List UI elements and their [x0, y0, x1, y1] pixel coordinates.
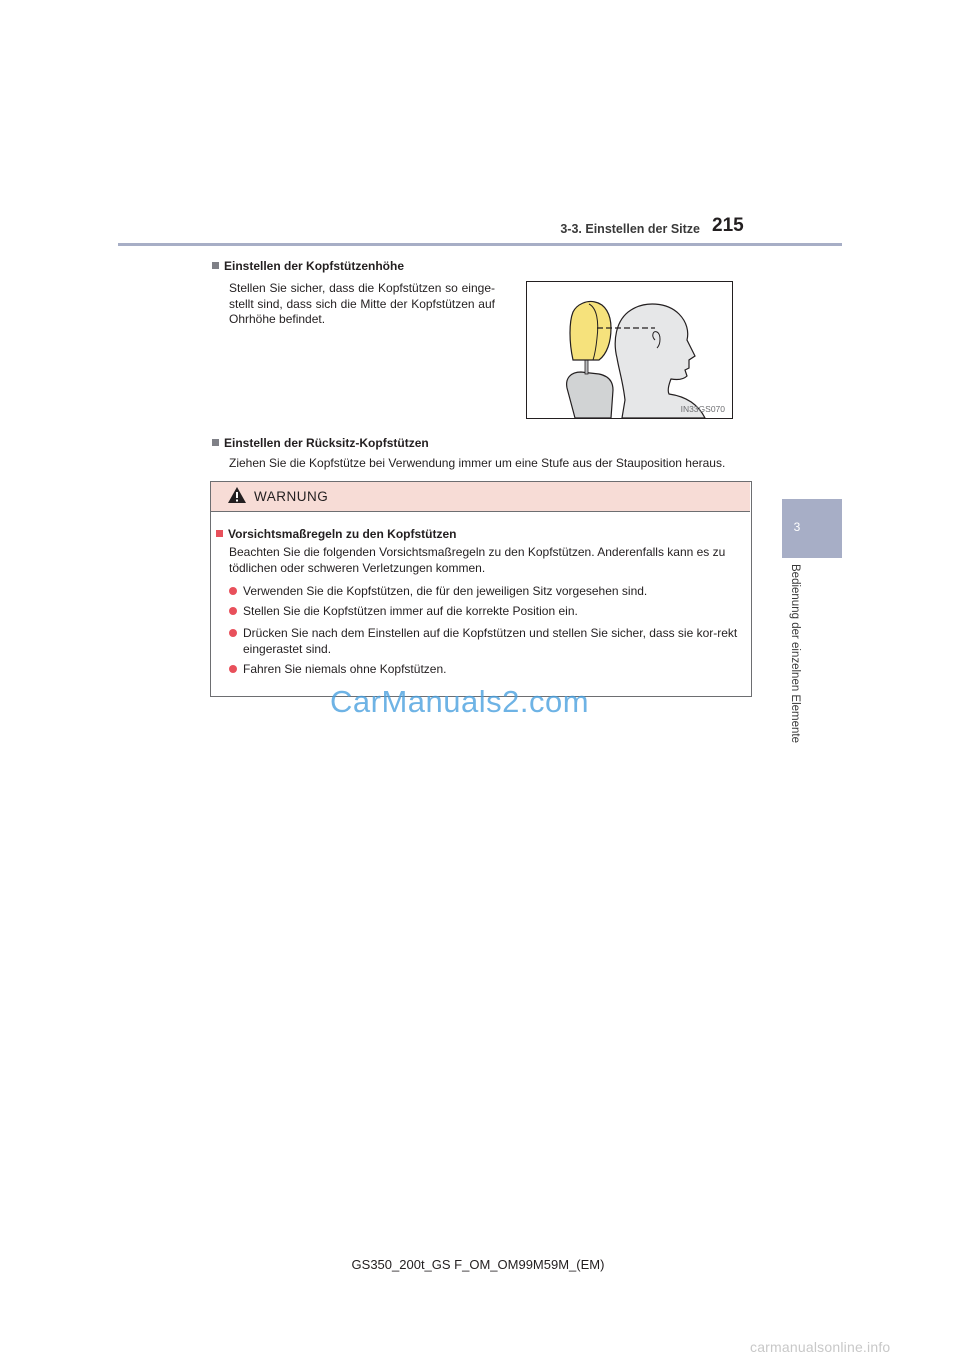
warning-list-item-text: Fahren Sie niemals ohne Kopfstützen. — [243, 662, 447, 676]
header-section-title: 3-3. Einstellen der Sitze — [560, 222, 700, 236]
header-rule — [118, 243, 842, 246]
heading-rear-headrests — [212, 436, 429, 450]
warning-list-item — [229, 604, 757, 620]
warning-list-item-text: Drücken Sie nach dem Einstellen auf die Kopfstützen und stellen Sie sicher, dass sie kor-rekt eingerastet sind. — [243, 626, 738, 656]
headrest-stay — [585, 360, 588, 374]
headrest-diagram-svg — [527, 282, 732, 418]
warning-triangle-icon — [227, 486, 247, 509]
warning-heading-text: Vorsichtsmaßregeln zu den Kopfstützen — [228, 527, 457, 541]
round-bullet-icon — [229, 629, 237, 637]
round-bullet-icon — [229, 587, 237, 595]
person-silhouette — [615, 304, 705, 418]
warning-intro: Beachten Sie die folgenden Vorsichtsmaßregeln zu den Kopfstützen. Anderenfalls kann es zu tödlichen oder schweren Verletzungen kommen. — [229, 545, 726, 575]
warning-list-item-text: Verwenden Sie die Kopfstützen, die für den jeweiligen Sitz vorgesehen sind. — [243, 584, 648, 598]
square-bullet-icon — [212, 262, 219, 269]
seat-back — [567, 372, 613, 418]
warning-list-item-text: Stellen Sie die Kopfstützen immer auf die korrekte Position ein. — [243, 604, 578, 618]
heading-headrest-height-text: Einstellen der Kopfstützenhöhe — [224, 259, 405, 273]
warning-list-item — [229, 626, 757, 657]
heading-rear-headrests-text: Einstellen der Rücksitz-Kopfstützen — [224, 436, 429, 450]
round-bullet-icon — [229, 665, 237, 673]
heading-headrest-height — [212, 259, 404, 273]
page-number: 215 — [712, 215, 744, 236]
chapter-side-label — [787, 564, 801, 769]
watermark-carmanuals2: CarManuals2.com — [330, 684, 590, 719]
round-bullet-icon — [229, 607, 237, 615]
warning-list-item — [229, 662, 757, 678]
warning-list-item — [229, 584, 757, 600]
warning-title: WARNUNG — [254, 489, 329, 504]
footer-document-code: GS350_200t_GS F_OM_OM99M59M_(EM) — [351, 1257, 605, 1272]
chapter-tab-number: 3 — [793, 520, 801, 534]
warning-heading — [216, 527, 456, 541]
square-bullet-icon — [212, 439, 219, 446]
paragraph-headrest-height: Stellen Sie sicher, dass die Kopfstützen so einge-stellt sind, dass sich die Mitte der Kopfstützen auf Ohrhöhe befindet. — [229, 281, 495, 326]
watermark-carmanualsonline: carmanualsonline.info — [750, 1339, 891, 1355]
headrest — [570, 301, 611, 360]
headrest-illustration — [526, 281, 733, 419]
square-bullet-icon — [216, 530, 223, 537]
figure-code: IN33GS070 — [680, 404, 725, 414]
chapter-side-label-text: Bedienung der einzelnen Elemente — [789, 564, 801, 744]
paragraph-rear-headrests: Ziehen Sie die Kopfstütze bei Verwendung immer um eine Stufe aus der Stauposition heraus. — [229, 456, 726, 470]
